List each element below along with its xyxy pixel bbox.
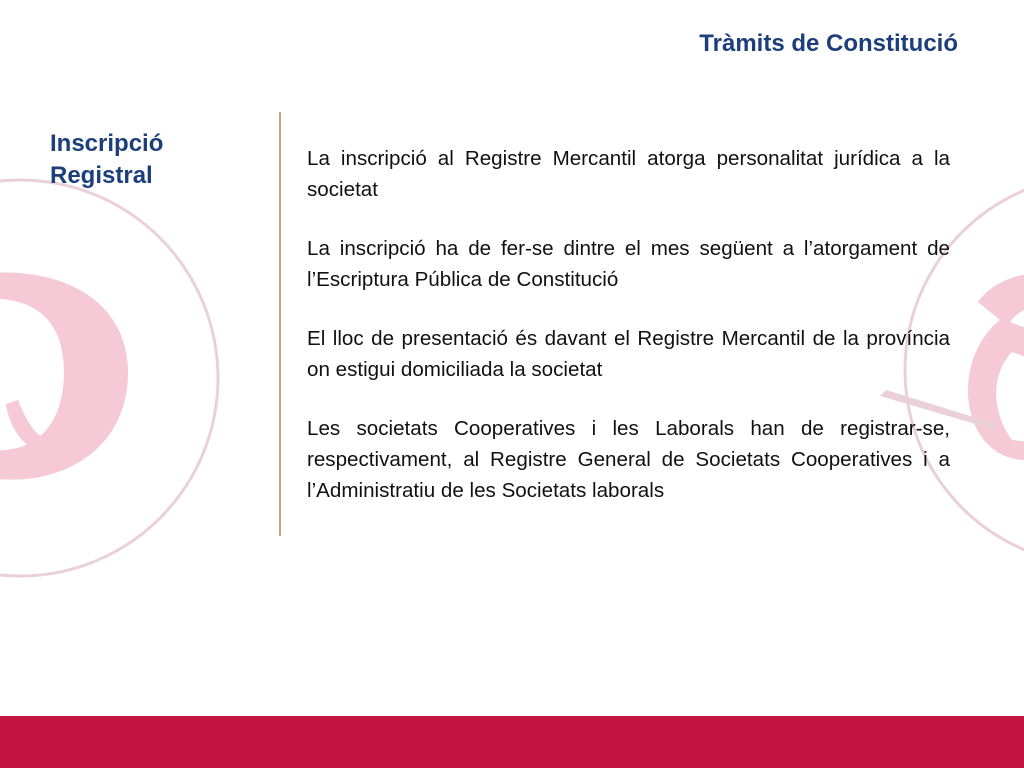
slide-title: Tràmits de Constitució [699,30,958,57]
paragraph-1: La inscripció al Registre Mercantil atorga personalitat jurídica a la societat [307,147,950,201]
left-watermark-glyph [0,272,128,479]
paragraph-3: El lloc de presentació és davant el Registre Mercantil de la província on estigui domiciliada la societat [307,327,950,381]
body-text-block [307,143,950,534]
footer-bar [0,716,1024,768]
vertical-divider [279,112,281,536]
section-title: Inscripció Registral [50,130,164,189]
paragraph-4: Les societats Cooperatives i les Laborals han de registrar-se, respectivament, al Registre General de Societats Cooperatives i a l’Administratiu de les Societats laborals [307,417,950,502]
right-watermark-glyph [968,273,1024,460]
paragraph-2: La inscripció ha de fer-se dintre el mes següent a l’atorgament de l’Escriptura Pública de Constitució [307,237,950,291]
